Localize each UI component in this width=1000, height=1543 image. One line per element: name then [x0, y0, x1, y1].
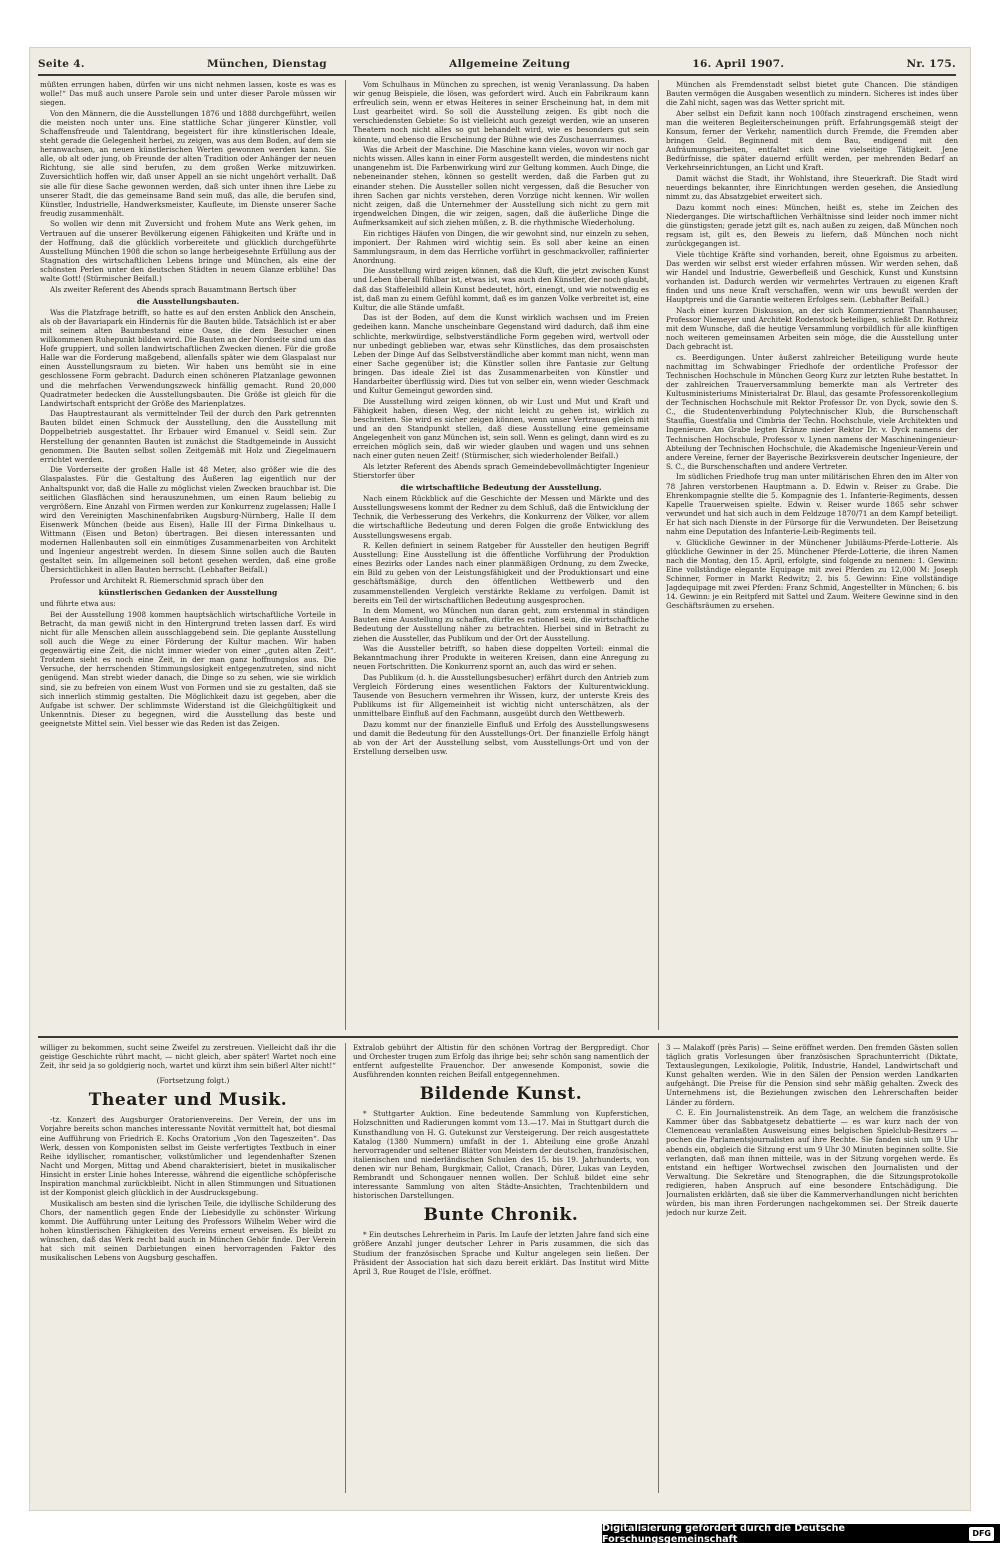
- col1-paragraph: Die Vorderseite der großen Halle ist 48 Meter, also größer wie die des Glaspalastes. Für die Gestaltung des Äußeren lag eigentlich nur der Anhaltspunkt vor, daß die Halle zu möglichst vielen Zwecken brauchbar ist. Die seitlichen Glasflächen sind herauszunehmen, um einen Raum beliebig zu vergrößern. Eine Anzahl von Firmen werden zur Konkurrenz zugelassen; Halle I wird den Vereinigten Maschinenfabriken Augsburg-Nürnberg, Halle II dem Eisenwerk München (beide aus Eisen), Halle III der Firma Dinkelhaus u. Wittmann (Eisen und Beton) übertragen. Bei diesen interessanten und modernen Hallenbauten soll ein einmütiges Zusammenarbeiten von Architekt und Ingenieur angestrebt werden. In diesem Sinne sollen auch die Bauten gestaltet sein. Im allgemeinen soll betont gesehen werden, daß eine große Übersichtlichkeit in allen Bauten herrscht. (Lebhafter Beifall.): [40, 465, 336, 575]
- col1-paragraph: So wollen wir denn mit Zuversicht und frohem Mute ans Werk gehen, im Vertrauen auf die unserer Bevölkerung eigenen Fähigkeiten und Kräfte und in der Hoffnung, daß die glücklich vorbereitete und glücklich durchgeführte Ausstellung München 1908 die schon so lange herbeigesehnte Erfüllung aus der Stagnation des wirtschaftlichen Lebens bringe und München, als eine der schönsten Perlen unter den deutschen Städten in neuem Glanze erblühe! Das walte Gott! (Stürmischer Beifall.): [40, 219, 336, 283]
- col1-paragraph: Bei der Ausstellung 1908 kommen hauptsächlich wirtschaftliche Vorteile in Betracht, da man gewiß nicht in den Hintergrund treten lassen darf. Es wird nicht für alle Menschen allein ausschlaggebend sein. Die geplante Ausstellung soll auch die Wege zu einer Förderung der Kultur machen. Wir haben gegenwärtig eine Zeit, die nicht immer wieder von einer „guten alten Zeit“. Trotzdem sieht es noch eine Zeit, in der man ganz hoffnungslos aus. Die Versuche, der herrschenden Stimmungslosigkeit entgegenzutreten, sind nicht genügend. Man strebt wieder danach, die Dinge so zu sehen, wie sie wirklich sind, sie zu befreien von einem Wust von Formen und sie zu gestalten, daß sie sich innerlich stimmig gestalten. Die Möglichkeit dazu ist gegeben, aber die Aufgabe ist schwer. Der schlimmste Widerstand ist die Gleichgültigkeit und Unkenntnis. Dieser zu begegnen, wird die Ausstellung das beste und geeignetste Mittel sein. Viel besser wie das Reden ist das Zeigen.: [40, 609, 336, 728]
- chronicle-article: C. E. Ein Journalistenstreik. An dem Tage, an welchem die französische Kammer über das Sabbatgesetz debattierte — es war kurz nach der von Clemenceau veranlaßten Ausweisung eines belgischen Spielclub-Besitzers — pochen die Parlamentsjournalisten auf ihre Rechte. Sie fanden sich um 9 Uhr abends ein, obgleich die Sitzung erst um 9 Uhr 30 Minuten beginnen sollte. Sie verlangten, daß man ihnen mitteile, was in der Sitzung vorgehen werde. Es entstand ein heftiger Wortwechsel zwischen den Journalisten und der Verwaltung. Die Sekretäre und Stenographen, die die Sitzungsprotokolle redigieren, haben Anspruch auf eine besondere Entschädigung. Die Journalisten erklärten, daß sie über die Kammerverhandlungen nicht berichten würden, bis man ihren Forderungen nachgekommen sei. Der Streik dauerte jedoch nur kurze Zeit.: [666, 1108, 958, 1218]
- col3-paragraph: Aber selbst ein Defizit kann noch 100fach zinstragend erscheinen, wenn man die weiteren Begleiterscheinungen prüft. Erfahrungsgemäß steigt der Konsum, ferner der Verkehr, namentlich durch Fremde, die Fremden aber bringen Geld. Beginnend mit dem Bau, endigend mit den Aufräumungsarbeiten, entfaltet sich eine vielseitige Tätigkeit. Jene Bedürfnisse, die später dauernd erfüllt werden, per mehrenden Bedarf an Verkehrseinrichtungen, an Licht und Kraft.: [666, 108, 958, 173]
- col2-paragraph: In dem Moment, wo München nun daran geht, zum erstenmal in ständigen Bauten eine Ausstellung zu schaffen, dürfte es rationell sein, die wirtschaftliche Bedeutung der Ausstellung näher zu betrachten. Hierbei sind in Betracht zu ziehen die Aussteller, das Publikum und der Ort der Ausstellung.: [353, 606, 649, 643]
- feuilleton-rule: [38, 1036, 958, 1038]
- col2-paragraph: Vom Schulhaus in München zu sprechen, ist wenig Veranlassung. Da haben wir genug Beispiele, die lösen, was gefordert wird. Auch ein Fabrikraum kann erfreulich sein, wenn er etwas Heiteres in seiner Erscheinung hat, in dem mit Lust gearbeitet wird. So soll die Ausstellung zeigen. Es gibt noch die verschiedensten Gebiete: So ist vielleicht auch gezeigt werden, wie an unseren Theatern noch nicht alles so gut behandelt wird, wie es besonders gut sein könnte, und ebenso die Erscheinung der Bühne wie des Zuschauerraumes.: [353, 80, 649, 144]
- page-header: [38, 55, 956, 73]
- place-day: München, Dienstag: [206, 58, 327, 70]
- chronicle-article: 3 — Malakoff (près Paris) — Seine eröffnet werden. Den fremden Gästen sollen täglich gratis Vorlesungen über französischen Sprachunterricht (Diktate, Textauslegungen, Lexikologie, Politik, Industrie, Handel, Landwirtschaft und Kunst gehalten werden. Wie in den Sälen der Pension werden Landkarten aufgehängt. Die Preise für die Pension sind sehr mäßig gehalten. Zweck des Unternehmens ist, die Beziehungen zwischen den Lehrerschaften beider Länder zu fördern.: [666, 1043, 958, 1107]
- column-1: [40, 80, 336, 1032]
- col1-paragraph: Das Hauptrestaurant als vermittelnder Teil der durch den Park getrennten Bauten bildet einen Schmuck der Ausstellung, den die Ausstellung mit Doppelbetrieb ausgestattet. Ihr Erbauer wird Emanuel v. Seidl sein. Zur Herstellung der genannten Bauten ist zunächst die Stadtgemeinde in Aussicht genommen. Die Bauten selbst sollen Zeitgemäß mit Holz und Ziegelmauern errichtet werden.: [40, 409, 336, 464]
- column-divider: [345, 1043, 346, 1493]
- art-article: * Stuttgarter Auktion. Eine bedeutende Sammlung von Kupferstichen, Holzschnitten und Radierungen kommt vom 13.—17. Mai in Stuttgart durch die Kunsthandlung von H. G. Gutekunst zur Versteigerung. Der reich ausgestattete Katalog (1380 Nummern) umfaßt in der 1. Abteilung eine große Anzahl hervorragender und seltener Blätter von Meistern der deutschen, französischen, italienischen und niederländischen Schulen des 15. bis 19. Jahrhunderts, von denen wir nur Beham, Burgkmair, Callot, Cranach, Dürer, Lukas van Leyden, Rembrandt und Schongauer nennen wollen. Der Schluß bildet eine sehr interessante Sammlung von alten Städte-Ansichten, Trachtenbildern und historischen Darstellungen.: [353, 1109, 649, 1201]
- column-divider: [658, 1043, 659, 1493]
- section-title-chronicle: Bunte Chronik.: [423, 1205, 579, 1226]
- column-3: [666, 80, 958, 1032]
- column-2: [353, 80, 649, 1032]
- col2-paragraph: Nach einem Rückblick auf die Geschichte der Messen und Märkte und des Ausstellungswesens kommt der Redner zu dem Schluß, daß die Entwicklung der Technik, die Verbesserung des Verkehrs, die Konkurrenz der Völker, vor allem die wirtschaftliche Bedeutung und deren Folgen die große Entwicklung des Ausstellungswesens ergab.: [353, 494, 649, 540]
- col1-paragraph: Von den Männern, die die Ausstellungen 1876 und 1888 durchgeführt, weilen die meisten noch unter uns. Eine stattliche Schar jüngerer Künstler, voll Schaffensfreude und Talentdrang, begeistert für ihre künstlerischen Ideale, steht gerade die Gelegenheit herbei, zu zeigen, was aus dem Boden, auf dem sie heranwachsen, an neuen künstlerischen Werten gewonnen werden kann. Sie alle, ob alt oder jung, ob Freunde der alten Tradition oder Anhänger der neuen Richtung, sie alle sind berufen, zu dem großen Werke mitzuwirken. Zuversichtlich hoffen wir, daß unser Appell an sie nicht ungehört verhallt. Daß sie alle für diese Sache gewonnen werden, daß sich unter ihnen ihre Liebe zu unserer Stadt, die das gemeinsame Band sein muß, das alle, die berufen sind, Künstler, Industrielle, Handwerksmeister, Kaufleute, im Dienste unserer Sache freudig zusammenhält.: [40, 108, 336, 218]
- col2-paragraph: Dazu kommt nur der finanzielle Einfluß und Erfolg des Ausstellungswesens und damit die Bedeutung für den Ausstellungs-Ort. Der finanzielle Erfolg hängt ab von der Art der Ausstellung selbst, vom Ausstellungs-Ort und von der Erstellung derselben usw.: [353, 719, 649, 757]
- page-number: Seite 4.: [38, 58, 85, 70]
- col2-paragraph: Die Ausstellung wird zeigen können, daß die Kluft, die jetzt zwischen Kunst und Leben überall fühlbar ist, etwas ist, was auch den Künstler, der noch glaubt, daß das Staffeleibild allein Kunst bedeutet, hört, einengt, und wie notwendig es ist, daß man zu einem Gefühl kommt, daß es im ganzen Volke verbreitet ist, eine Kultur, die alle Stände umfaßt.: [353, 266, 649, 312]
- col3-paragraph: Im südlichen Friedhofe trug man unter militärischen Ehren den im Alter von 78 Jahren verstorbenen Hauptmann a. D. Edwin v. Reiser zu Grabe. Die Ehrenkompagnie stellte die 5. Kompagnie des 1. Infanterie-Regiments, dessen Kapelle Trauerweisen spielte. Edwin v. Reiser wurde 1865 sehr schwer verwundet und hat sich auch in dem Feldzuge 1870/71 an dem Kampf beteiligt. Er hat sich nach Dienste in der Fürsorge für die Verwundeten. Der Beisetzung nahm eine Deputation des Infanterie-Leib-Regiments teil.: [666, 472, 958, 536]
- header-rule: [38, 74, 956, 76]
- theater-article: -tz. Konzert des Augsburger Oratorienvereins. Der Verein, der uns im Vorjahre bereits schon manches interessante Novität vermittelt hat, bot diesmal eine Aufführung von Friedrich E. Kochs Oratorium „Von den Tageszeiten“. Das Werk, dessen von Komponisten selbst im Geiste verfertigtes Textbuch in einer Reihe idyllischer, romantischer, volkstümlicher und legendenhafter Szenen Nacht und Morgen, Mittag und Abend charakterisiert, bietet in musikalischer Hinsicht in erster Linie hohes Interesse, während die eigentliche schöpferische Inspiration manchmal zurückbleibt. Nicht in allen Stimmungen und Situationen ist der Komponist gleich glücklich in der Ausdrucksgebung.: [40, 1115, 336, 1198]
- column-divider: [345, 80, 346, 1030]
- col3-paragraph: München als Fremdenstadt selbst bietet gute Chancen. Die ständigen Bauten vermögen die Ausgaben wesentlich zu mindern. Sicheres ist indes über die Zahl nicht, sagen was das Wetter spricht mit.: [666, 80, 958, 108]
- col1-paragraph: Als zweiter Referent des Abends sprach Bauamtmann Bertsch über: [50, 284, 297, 294]
- lower-column-3: [666, 1043, 958, 1495]
- col3-paragraph: Viele tüchtige Kräfte sind vorhanden, bereit, ohne Egoismus zu arbeiten. Das werden wir selbst erst wieder erfahren müssen. Wir werden sehen, daß wir Handel und Industrie, Gewerbefleiß und Geschick, Kunst und Kunstsinn vorhanden ist. Dadurch werden wir vermehrtes Vertrauen zu eigenen Kraft finden und uns neue Kraft verschaffen, wenn wir uns bewußt werden der Hauptpreis und die Garantie weiteren Erfolges sein. (Lebhafter Beifall.): [666, 249, 958, 305]
- issue-number: Nr. 175.: [906, 58, 956, 70]
- col3-paragraph: Damit wächst die Stadt, ihr Wohlstand, ihre Steuerkraft. Die Stadt wird neuerdings bekannter, ihre Einrichtungen werden gesehen, die Ansiedlung nimmt zu, das Absatzgebiet erweitert sich.: [666, 173, 958, 202]
- col2-subheading: die wirtschaftliche Bedeutung der Ausstellung.: [400, 483, 602, 493]
- col3-paragraph: Nach einer kurzen Diskussion, an der sich Kommerzienrat Thannhauser, Professor Niemeyer und Architekt Rodenstock beteiligen, schließt Dr. Rothreiz mit dem Wunsche, daß die heutige Versammlung vorbildlich für alle künftigen noch weiteren gemeinsamen Arbeiten sein möge, die die Ausstellung unter Dach gebracht ist.: [666, 305, 958, 352]
- issue-date: 16. April 1907.: [692, 58, 785, 70]
- lower-column-1: [40, 1043, 336, 1495]
- section-title-art: Bildende Kunst.: [419, 1084, 583, 1105]
- col2-paragraph: Das Publikum (d. h. die Ausstellungsbesucher) erfährt durch den Antrieb zum Vergleich Förderung eines wesentlichen Faktors der Kulturentwicklung. Tausende von Besuchern vermehren ihr Wissen, kurz, der unterste Kreis des Publikums ist für Allgemeinheit ist wichtig nicht unterschätzen, als der unmittelbare Einfluß auf den Fachmann, ausgeübt durch den Wettbewerb.: [353, 672, 649, 719]
- section-title-theater: Theater und Musik.: [88, 1090, 288, 1111]
- col2-paragraph: Die Ausstellung wird zeigen können, ob wir Lust und Mut und Kraft und Fähigkeit haben, diesen Weg, der nicht leicht zu gehen ist, wirklich zu beschreiten. Sie wird es sicher zeigen können, wenn unser Vertrauen gleich mit und an den Standpunkt stellen, daß diese Ausstellung eine gemeinsame Angelegenheit von ganz München ist, sein soll. Wenn es gelingt, dann wird es zu erreichen möglich sein, daß wir wieder glauben und wagen und uns sehnen nach einer guten neuen Zeit! (Stürmischer, sich wiederholender Beifall.): [353, 396, 649, 461]
- col2-paragraph: Ein richtiges Häufen von Dingen, die wir gewohnt sind, nur einzeln zu sehen, imponiert. Der Rahmen wird wichtig sein. Es soll aber keine an einen Sammlungsraum, in dem das Herrliche vorführt in geschmackvoller, raffinierter Anordnung.: [353, 228, 649, 265]
- col1-paragraph: Was die Platzfrage betrifft, so hatte es auf den ersten Anblick den Anschein, als ob der Bavariapark ein Hindernis für die Bauten bilde. Tatsächlich ist er aber mit seinem alten Baumbestand eine Oase, die dem Besucher einen willkommenen Ruhepunkt bilden wird. Die Bauten an der Nordseite sind um das Hofe gruppiert, und sollen landwirtschaftlichen Zwecken dienen. Für die große Halle war die Forderung maßgebend, allenfalls später wie dem Glaspalast nur einen Ausstellungsraum zu bieten. Wir haben uns bemüht sie in eine geschlossene Form gebracht. Dadurch einen schöneren Platzanlage gewonnen und die mehrfachen Verwendungszweck hinfällig gemacht. Rund 20,000 Quadratmeter bedecken die Ausstellungsbauten. Die Größe ist gleich für die Landwirtschaft entspricht der Größe des Marienplatzes.: [40, 307, 336, 408]
- col2-paragraph: Was die Arbeit der Maschine. Die Maschine kann vieles, wovon wir noch gar nichts wissen. Alles kann in einer Form ausgestellt werden, die mindestens nicht unangenehm ist. Die Farbenwirkung wird zur Geltung kommen. Auch Dinge, die nebeneinander stehen, können so gestellt werden, daß die Farben gut zu einander stehen. Die Aussteller sollen nicht vergessen, daß die Besucher von ihren Sachen gar nichts verstehen, deren Vorzüge nicht kennen. Wir wollen nicht zeigen, daß die Unternehmer der Ausstellung sich nicht zu gern mit irgendwelchen Dingen, die wir zeigen, sagen, daß die äußerliche Dinge die Aufmerksamkeit auf sich ziehen müßen, z. B. die rhythmische Wiederholung.: [353, 145, 649, 227]
- continuation-note: (Fortsetzung folgt.): [156, 1076, 230, 1086]
- col2-paragraph: Das ist der Boden, auf dem die Kunst wirklich wachsen und im Freien gedeihen kann. Manche unscheinbare Gegenstand wird dadurch, daß ihm eine schlichte, merkwürdige, selbstverständliche Form gegeben wird, wertvoll oder nur unbedingt geblieben war, etwas sehr Künstliches, das dem prosaischsten Leben der Dinge Auf das Selbstverständliche aber kommt man nicht, wenn man einer Sache gegenüber ist; die Künstler sollen ihre Fantasie zur Geltung bringen. Das ideale Ziel ist das Zusammenarbeiten von Künstler und Handarbeiter überflüssig wird. Dies tut von selber ein, wenn wieder Geschmack und Kultur Gemeingut geworden sind.: [353, 313, 649, 396]
- col1-subheading: künstlerischen Gedanken der Ausstellung: [98, 588, 278, 598]
- dfg-logo-icon: DFG: [969, 1527, 994, 1541]
- theater-article: Musikalisch am besten sind die lyrischen Teile, die idyllische Schilderung des Chors, der namentlich gegen Ende der Liebesidylle zu schönster Wirkung kommt. Die Aufführung unter Leitung des Professors Wilhelm Weber wird die hohen künstlerischen Fähigkeiten des Vereins erneut erweisen. Es bleibt zu wünschen, daß das Werk recht bald auch in München Gehör finde. Der Verein hat sich mit seinen Darbietungen einen hervorragenden Faktor des musikalischen Lebens von Augsburg geschaffen.: [40, 1198, 336, 1263]
- col2-paragraph: Was die Aussteller betrifft, so haben diese doppelten Vorteil: einmal die Bekanntmachung ihrer Produkte in weiteren Kreisen, dann eine Anregung zu neuen Fortschritten. Die Konkurrenz spornt an, auch das wird er sehen.: [353, 644, 649, 672]
- col3-paragraph: cs. Beerdigungen. Unter äußerst zahlreicher Beteiligung wurde heute nachmittag im Schwabinger Friedhofe der ordentliche Professor der Technischen Hochschule in München Georg Kurz zur letzten Ruhe bestattet. In der zahlreichen Trauerversammlung bemerkte man als Vertreter des Kultusministeriums Ministerialrat Dr. Blaul, das gesamte Professorenkollegium der Technischen Hochschule mit Rektor Professor Dr. von Dyck, sowie den S. C., die Studentenverbindung Polytechnischer Klub, die Burschenschaft Stauffia, Guestfalia und Cimbria der Techn. Hochschule, viele Architekten und Ingenieure. Am Grabe legten Kränze nieder Rektor Dr. v. Dyck namens der Technischen Hochschule, Professor v. Lynen namens der Maschineningenieur-Abteilung der Technischen Hochschule, die Akademische Ingenieur-Verein und andere Vereine, ferner der Bayerische Bezirksverein deutscher Ingenieure, der S. C., die Burschenschaften und andere Vertreter.: [666, 352, 958, 471]
- col2-paragraph: Als letzter Referent des Abends sprach Gemeindebevollmächtigter Ingenieur Stierstorfer über: [353, 461, 649, 480]
- col1-subheading: die Ausstellungsbauten.: [136, 296, 240, 306]
- col1-paragraph: müßten errungen haben, dürfen wir uns nicht nehmen lassen, koste es was es wolle!“ Das muß auch unsere Parole sein und unter dieser Parole müssen wir siegen.: [40, 80, 336, 108]
- col1-paragraph: und führte etwa aus:: [40, 599, 116, 609]
- col1-paragraph: Professor und Architekt R. Riemerschmid sprach über den: [50, 575, 264, 585]
- chronicle-article: * Ein deutsches Lehrerheim in Paris. Im Laufe der letzten Jahre fand sich eine größere Anzahl junger deutscher Lehrer in Paris zusammen, die sich das Studium der französischen Sprache und Kultur angelegen sein ließen. Der Präsident der Association hat sich dazu bereit erklärt. Das Institut wird Mitte April 3, Rue Rouget de l'Isle, eröffnet.: [353, 1230, 649, 1276]
- col3-paragraph: Dazu kommt noch eines: München, heißt es, stehe im Zeichen des Niederganges. Die wirtschaftlichen Verhältnisse sind leider noch immer nicht die günstigsten; gerade jetzt gilt es, nach außen zu zeigen, daß München noch regsam ist, gilt es, den Beweis zu liefern, daß München noch nicht zurückgegangen ist.: [666, 202, 958, 249]
- newspaper-title: Allgemeine Zeitung: [449, 58, 571, 70]
- digitization-banner: [602, 1524, 1000, 1543]
- concert-review-end: Extralob gebührt der Altistin für den schönen Vortrag der Bergpredigt. Chor und Orchester trugen zum Erfolg das ihrige bei; sehr schön sang namentlich der entfernt aufgestellte Frauenchor. Der anwesende Komponist, sowie die Ausführenden konnten reichen Beifall entgegennehmen.: [353, 1043, 649, 1080]
- col3-paragraph: v. Glückliche Gewinner in der Münchener Jubiläums-Pferde-Lotterie. Als glückliche Gewinner in der 25. Münchener Pferde-Lotterie, die ihren Namen nach die Montag, den 15. April, erfolgte, sind folgende zu nennen: 1. Gewinn: Eine vollständige elegante Equipage mit zwei Pferden zu 12,000 M: Joseph Schinner, Former in Markt Redwitz; 2. bis 5. Gewinn: Eine vollständige Jagdequipage mit zwei Pferden: Franz Schmid, Angestellter in München; 6. bis 14. Gewinn: je ein Reitpferd mit Sattel und Zaum. Weitere Gewinne sind in den Geschäftsräumen zu ersehen.: [666, 537, 958, 611]
- lower-column-2: [353, 1043, 649, 1495]
- story-ending: williger zu bekommen, sucht seine Zweifel zu zerstreuen. Vielleicht daß ihr die geistige Geschichte rührt macht, — nicht gleich, aber später! Wartet noch eine Zeit, ihr seid ja so goldgierig noch, wartet und kürzt ihm sein bißerl Alter nicht!“: [40, 1043, 336, 1071]
- column-divider: [658, 80, 659, 1030]
- col2-paragraph: R. Kellen definiert in seinem Ratgeber für Aussteller den heutigen Begriff Ausstellung: Eine Ausstellung ist die öffentliche Vorführung der Produktion eines Bezirks oder Landes nach einer planmäßigen Ordnung, zu dem Zwecke, ein Bild zu geben von der Leistungsfähigkeit und der Produktionsart und eine geschäftsmäßige, durch den öffentlichen Wettbewerb und den zusammenstellenden Vergleich verstärkte Reklame zu verfolgen. Damit ist bereits ein Teil der wirtschaftlichen Bedeutung ausgesprochen.: [353, 541, 649, 605]
- digitization-text: Digitalisierung gefördert durch die Deutsche Forschungsgemeinschaft: [602, 1522, 845, 1543]
